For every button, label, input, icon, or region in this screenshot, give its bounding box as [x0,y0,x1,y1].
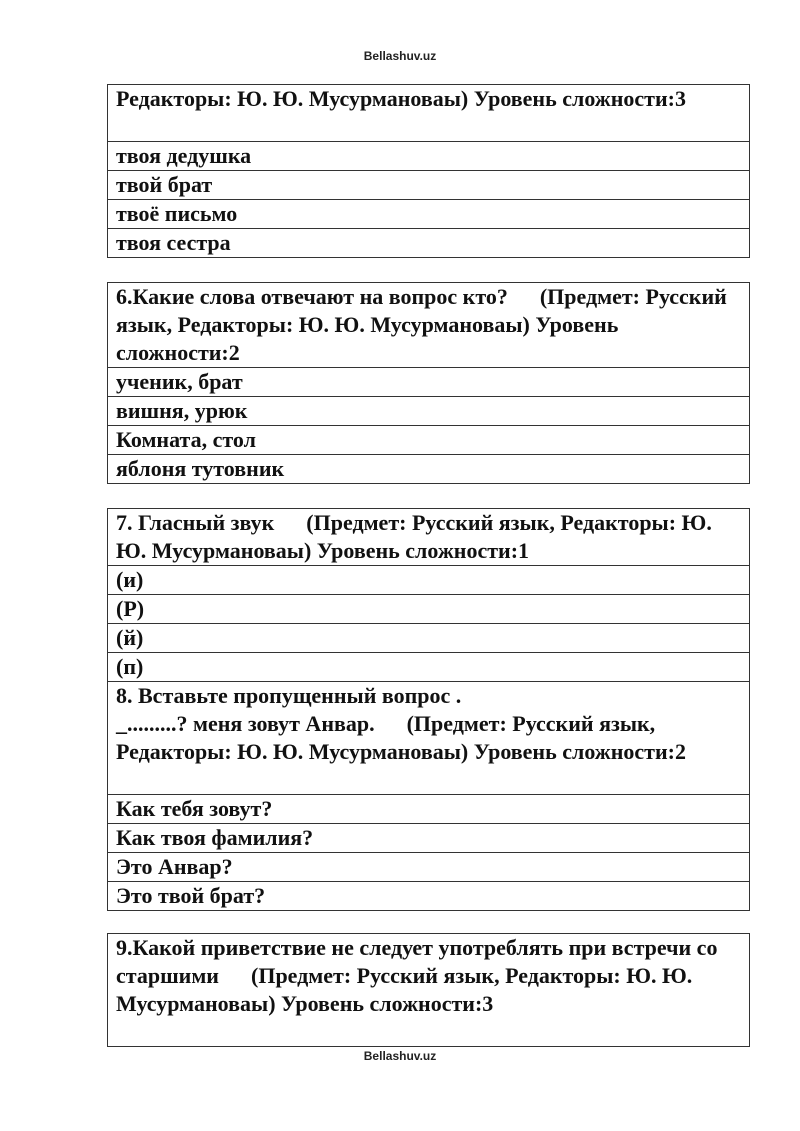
answer-option: твоё письмо [108,200,750,229]
question-table-5 [107,84,750,258]
answer-option: (п) [108,653,750,682]
answer-option: Это Анвар? [108,853,750,882]
question-text [108,934,750,1047]
answer-option: яблоня тутовник [108,455,750,484]
question-table-6 [107,282,750,484]
answer-option: (и) [108,566,750,595]
question-meta: (Предмет: Русский язык, Редакторы: Ю. Ю. Мусурмановаы) Уровень сложности:2 [116,711,686,764]
answer-option: Комната, стол [108,426,750,455]
question-main: 6.Какие слова отвечают на вопрос кто? [116,284,508,309]
answer-option: ученик, брат [108,368,750,397]
answer-option: (й) [108,624,750,653]
site-header: Bellashuv.uz [363,49,437,63]
answer-option: твоя дедушка [108,142,750,171]
question-table-9 [107,933,750,1047]
question-main: 9.Какой приветствие не следует употреблять при встречи со старшими [116,935,718,988]
answer-option: Это твой брат? [108,882,750,911]
answer-option: твоя сестра [108,229,750,258]
question-text: Редакторы: Ю. Ю. Мусурмановаы) Уровень сложности:3 [108,85,750,142]
question-text [108,509,750,566]
question-meta: (Предмет: Русский язык, Редакторы: Ю. Ю. Мусурмановаы) Уровень сложности:3 [116,963,693,1016]
answer-option: Как тебя зовут? [108,795,750,824]
question-meta: (Предмет: Русский язык, Редакторы: Ю. Ю. Мусурмановаы) Уровень сложности:2 [116,284,727,365]
answer-option: Как твоя фамилия? [108,824,750,853]
question-text [108,283,750,368]
question-line1: 8. Вставьте пропущенный вопрос . [116,683,462,708]
site-footer: Bellashuv.uz [363,1049,437,1063]
question-main: _.........? меня зовут Анвар. [116,711,375,736]
question-meta: (Предмет: Русский язык, Редакторы: Ю. Ю. Мусурмановаы) Уровень сложности:1 [116,510,712,563]
question-table-7-8 [107,508,750,911]
answer-option: (Р) [108,595,750,624]
answer-option: твой брат [108,171,750,200]
question-main: 7. Гласный звук [116,510,275,535]
question-text [108,682,750,795]
answer-option: вишня, урюк [108,397,750,426]
